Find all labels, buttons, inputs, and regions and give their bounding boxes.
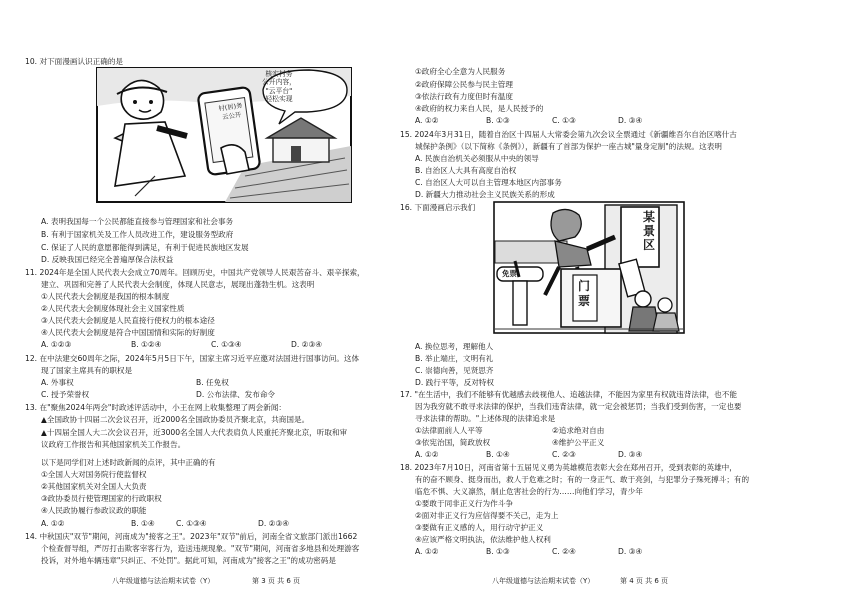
q13-choice-d: D. ②③④ — [258, 519, 290, 528]
q17-choice-d: D. ③④ — [618, 450, 643, 459]
q15-option-c: C. 自治区人大可以自主管理本地区内部事务 — [415, 178, 562, 187]
q14-line-2: 个检查督导组，严厉打击欺客宰客行为，造送违规现象。"双节"期间，河南省多地县和处理游客 — [41, 544, 360, 553]
q11-choice-a: A. ①②③ — [41, 340, 72, 349]
q13-choice-b: B. ①④ — [131, 519, 155, 528]
q17-choice-c: C. ②③ — [552, 450, 576, 459]
q15-option-a: A. 民族自治机关必须服从中央的领导 — [415, 154, 539, 163]
q11-line-2: 建立、巩固和完善了人民代表大会制度，体现人民意志，展现出蓬勃生机。这表明 — [41, 280, 315, 289]
q18-statement-4: ④应该严格文明执法，依法维护他人权利 — [415, 535, 551, 544]
q12-choice-b: B. 任免权 — [196, 378, 229, 387]
q10-speech-bubble-text: 核实村务 公开内容， "云平台" 轻松实现 — [262, 70, 296, 103]
q12-choice-d: D. 公布法律、发布命令 — [196, 390, 276, 399]
q18-choice-d: D. ③④ — [618, 547, 643, 556]
q14-choice-c: C. ①③ — [552, 116, 576, 125]
q11-line-1: 11. 2024年是全国人民代表大会成立70周年。回顾历史，中国共产党领导人民艰苦奋斗、艰辛探索， — [25, 268, 365, 277]
q18-statement-3: ③要做有正义感的人，用行动守护正义 — [415, 523, 544, 532]
q12-choice-a: A. 外事权 — [41, 378, 74, 387]
q14-line-1: 14. 中秋国庆"双节"期间，河南成为"接客之王"。2023年"双节"前后，河南全省文旅部门派出1662 — [25, 532, 358, 541]
q13-statement-2: ②其他国家机关对全国人大负责 — [41, 482, 147, 491]
q18-line-1: 18. 2023年7月10日，河南省第十五届见义勇为英雄模范表彰大会在郑州召开，受到表彰的英雄中， — [400, 463, 737, 472]
q17-line-1: 17. "在生活中，我们不能够有优越感去歧视他人、追越法律，不能因为家里有权就违背法律，也不能 — [400, 390, 737, 399]
q17-statement-2: ②追求绝对自由 — [552, 426, 605, 435]
q16-scenic-sign: 某 景 区 — [643, 210, 656, 252]
q12-line-1: 12. 在中法建交60周年之际，2024年5月5日下午，国家主席习近平应邀对法国进行国事访问。这体 — [25, 354, 360, 363]
q13-statement-3: ③政协委员行使管理国家的行政职权 — [41, 494, 162, 503]
q18-statement-1: ①要敢于同非正义行为作斗争 — [415, 499, 513, 508]
q10-cartoon — [95, 66, 353, 204]
q13-choice-a: A. ①② — [41, 519, 65, 528]
q11-statement-2: ②人民代表大会制度体现社会主义国家性质 — [41, 304, 185, 313]
q10-option-d: D. 反映我国已经完全普遍厚保合法权益 — [41, 255, 174, 264]
q14-choice-b: B. ①③ — [486, 116, 510, 125]
q11-statement-3: ③人民代表大会制度是人民直接行使权力的根本途径 — [41, 316, 215, 325]
q11-statement-4: ④人民代表大会制度是符合中国国情和实际的好制度 — [41, 328, 215, 337]
q17-choice-b: B. ①④ — [486, 450, 510, 459]
q10-option-a: A. 表明我国每一个公民都能直接参与管理国家和社会事务 — [41, 217, 234, 226]
q18-line-3: 临危不惧、大义凛然，制止危害社会的行为……向他们学习，青少年 — [415, 487, 643, 496]
q14-statement-3: ③依法行政有力度但时有温度 — [415, 92, 513, 101]
q15-option-b: B. 自治区人大具有高度自治权 — [415, 166, 517, 175]
q16-stem: 16. 下面漫画启示我们 — [400, 203, 476, 212]
q10-stem: 10. 对下面漫画认识正确的是 — [25, 57, 124, 66]
page-3-footer-title: 八年级道德与法治期末试卷（Y） — [112, 577, 215, 585]
q18-choice-b: B. ①③ — [486, 547, 510, 556]
page-4-footer-title: 八年级道德与法治期末试卷（Y） — [492, 577, 595, 585]
q10-phone-label: 村(居)务 云公开 — [217, 101, 243, 121]
q16-cartoon — [493, 201, 685, 334]
q13-line-5: 以下是同学们对上述时政新闻的点评，其中正确的有 — [41, 458, 216, 467]
q16-option-a: A. 换位思考，理解他人 — [415, 342, 494, 351]
q16-option-c: C. 崇德向善，见贤思齐 — [415, 366, 494, 375]
q18-choice-c: C. ②④ — [552, 547, 576, 556]
q14-choice-d: D. ③④ — [618, 116, 643, 125]
q17-statement-3: ③依宪治国，简政放权 — [415, 438, 491, 447]
q11-choice-d: D. ②③④ — [291, 340, 323, 349]
q13-line-1: 13. 在"聚焦2024年两会"时政述评活动中，小王在网上收集整理了两会新闻： — [25, 403, 287, 412]
q17-line-3: 寻求法律的帮助。"上述体现的法律追求是 — [415, 414, 556, 423]
q14-statement-4: ④政府的权力来自人民，是人民授予的 — [415, 104, 544, 113]
q17-choice-a: A. ①② — [415, 450, 439, 459]
q16-option-d: D. 践行平等，反对特权 — [415, 378, 495, 387]
q15-line-1: 15. 2024年3月31日，随着自治区十四届人大常委会第九次会议全票通过《新疆维吾尔自治区喀什古 — [400, 130, 737, 139]
q16-ticket-gate-label: 门 票 — [578, 279, 591, 308]
q16-option-b: B. 举止端庄，文明有礼 — [415, 354, 494, 363]
q18-line-2: 有的奋不顾身、挺身而出，救人于危难之时；有的一身正气、敢于亮剑，与犯罪分子殊死搏斗；有的 — [415, 475, 750, 484]
q13-choice-c: C. ①③④ — [176, 519, 207, 528]
q11-choice-b: B. ①②④ — [131, 340, 162, 349]
q17-statement-1: ①法律面前人人平等 — [415, 426, 483, 435]
q15-line-2: 城保护条例》（以下简称《条例》），新疆有了首部为保护一座古城"量身定制"的法规。这表明 — [415, 142, 722, 151]
q11-choice-c: C. ①③④ — [211, 340, 242, 349]
q16-free-ticket-sign: 免票 — [502, 269, 517, 278]
q18-statement-2: ②面对非正义行为应信得要不关己，走为上 — [415, 511, 559, 520]
page-4-footer-number: 第 4 页 共 6 页 — [620, 577, 669, 585]
q14-statement-2: ②政府保障公民参与民主管理 — [415, 80, 513, 89]
exam-page-4 — [400, 0, 860, 608]
page-3-footer-number: 第 3 页 共 6 页 — [252, 577, 301, 585]
q14-choice-a: A. ①② — [415, 116, 439, 125]
q10-option-b: B. 有利于国家机关及工作人员改进工作，建设服务型政府 — [41, 230, 234, 239]
q13-line-2: ▲全国政协十四届二次会议召开，近2000名全国政协委员齐聚北京，共商国是。 — [41, 415, 310, 424]
q13-line-3: ▲十四届全国人大二次会议召开，近3000名全国人大代表肩负人民重托齐聚北京，听取和审 — [41, 428, 348, 437]
q13-line-4: 议政府工作报告和其他国家机关工作报告。 — [41, 440, 186, 449]
q12-line-2: 现了国家主席具有的职权是 — [41, 366, 133, 375]
q18-choice-a: A. ①② — [415, 547, 439, 556]
q12-choice-c: C. 授予荣誉权 — [41, 390, 90, 399]
q17-statement-4: ④维护公平正义 — [552, 438, 605, 447]
q14-line-3: 投诉，对外地车辆违章"只纠正、不处罚"。据此可知，河南成为"接客之王"的成功密码是 — [41, 556, 336, 565]
q14-statement-1: ①政府全心全意为人民服务 — [415, 67, 506, 76]
q17-line-2: 因为我穷就不敢寻求法律的保护，当我们违背法律，就一定会被惩罚；当我们受到伤害，一定也要 — [415, 402, 742, 411]
q15-option-d: D. 新疆大力推动社会主义民族关系的形成 — [415, 190, 555, 199]
q13-statement-1: ①全国人大对国务院行使监督权 — [41, 470, 147, 479]
q10-option-c: C. 保证了人民的意愿都能得到满足，有利于促进民族地区发展 — [41, 243, 249, 252]
q11-statement-1: ①人民代表大会制度是我国的根本制度 — [41, 292, 170, 301]
q13-statement-4: ④人民政协履行参政议政的职能 — [41, 506, 147, 515]
